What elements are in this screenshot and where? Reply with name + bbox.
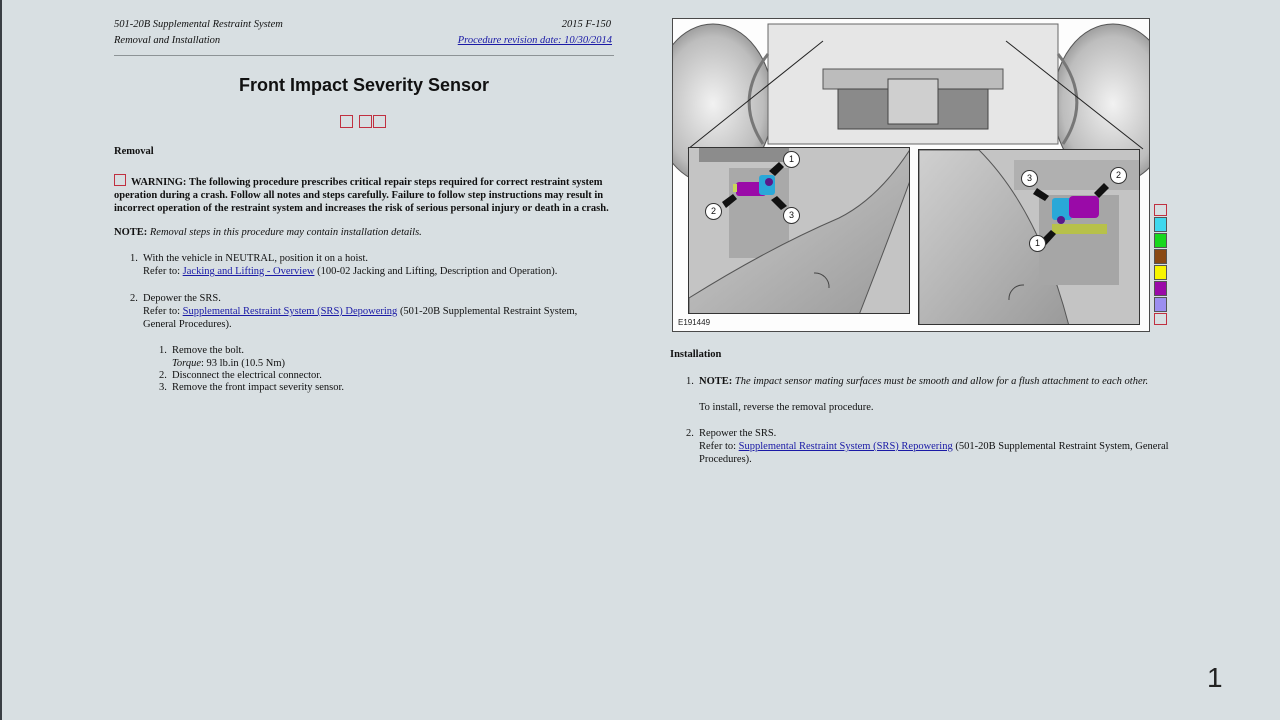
- refer-suffix: (501-20B Supplemental Restraint System, General Procedures).: [143, 306, 578, 330]
- callout-2: 2: [705, 203, 722, 220]
- step-text: To install, reverse the removal procedure.: [699, 402, 874, 413]
- removal-step-2: 2. Depower the SRS. Refer to: Supplemental Restraint System (SRS) Depowering (501-20B Supplemental Restraint System, General Procedures).: [143, 292, 613, 331]
- srs-depowering-link[interactable]: Supplemental Restraint System (SRS) Depowering: [182, 306, 398, 317]
- torque-label: Torque: [172, 358, 201, 369]
- swatch-cyan: [1154, 217, 1167, 232]
- procedure-type: Removal and Installation: [114, 35, 221, 46]
- warning-text: WARNING: The following procedure prescribes critical repair steps required for correct restraint system operation during a crash. Follow all notes and steps carefully. Failure to follow step instructions may result in incorrect operation of the restraint system and increases the risk of serious personal injury or death in a crash.: [114, 177, 609, 214]
- revision-date-link[interactable]: Procedure revision date: 10/30/2014: [457, 35, 612, 46]
- swatch-brown: [1154, 249, 1167, 264]
- warning-icon: [114, 174, 126, 186]
- note-label: NOTE:: [114, 227, 148, 238]
- broken-image-icon: [1154, 313, 1167, 325]
- right-detail-inset: [918, 149, 1140, 325]
- broken-image-icon: [1154, 204, 1167, 216]
- color-legend: [1154, 204, 1167, 326]
- step-text: Depower the SRS.: [143, 293, 221, 304]
- removal-step-1: 1. With the vehicle in NEUTRAL, position it on a hoist. Refer to: Jacking and Lifting - Overview (100-02 Jacking and Lifting, Description and Operation).: [143, 252, 613, 278]
- substep-text: Remove the bolt.: [172, 345, 245, 356]
- swatch-lavender: [1154, 297, 1167, 312]
- note-text: The impact sensor mating surfaces must be smooth and allow for a flush attachment to each other.: [734, 376, 1149, 387]
- swatch-green: [1154, 233, 1167, 248]
- jacking-lifting-link[interactable]: Jacking and Lifting - Overview: [182, 266, 315, 277]
- torque-value: : 93 lb.in (10.5 Nm): [200, 358, 285, 369]
- left-detail-inset: [688, 147, 910, 314]
- installation-heading: Installation: [670, 349, 722, 360]
- note-text: Removal steps in this procedure may contain installation details.: [149, 227, 422, 238]
- callout-1: 1: [1029, 235, 1046, 252]
- broken-image-icon: [359, 115, 372, 128]
- substep-2: 2. Disconnect the electrical connector.: [172, 369, 572, 382]
- refer-prefix: Refer to:: [699, 441, 737, 452]
- callout-1: 1: [783, 151, 800, 168]
- removal-note: [114, 226, 614, 239]
- page-number: 1: [1207, 662, 1223, 693]
- substep-1: 1. Remove the bolt. Torque: 93 lb.in (10.5 Nm): [172, 344, 572, 370]
- callout-3: 3: [1021, 170, 1038, 187]
- note-label: NOTE:: [699, 376, 733, 387]
- swatch-yellow: [1154, 265, 1167, 280]
- broken-image-icon: [340, 115, 353, 128]
- manual-section: 501-20B Supplemental Restraint System: [114, 19, 283, 30]
- srs-repowering-link[interactable]: Supplemental Restraint System (SRS) Repowering: [738, 441, 953, 452]
- substep-3: 3. Remove the front impact severity sensor.: [172, 381, 572, 394]
- callout-3: 3: [783, 207, 800, 224]
- page-title: Front Impact Severity Sensor: [238, 75, 490, 95]
- installation-step-1: 1. NOTE: The impact sensor mating surfaces must be smooth and allow for a flush attachment to each other. To install, reverse the removal procedure.: [699, 375, 1169, 414]
- refer-suffix: (100-02 Jacking and Lifting, Description and Operation).: [317, 266, 558, 277]
- header-divider: [114, 55, 614, 56]
- refer-prefix: Refer to:: [143, 306, 181, 317]
- broken-image-icon: [373, 115, 386, 128]
- step-text: Repower the SRS.: [699, 428, 777, 439]
- removal-heading: Removal: [114, 146, 154, 157]
- refer-suffix: (501-20B Supplemental Restraint System, General Procedures).: [699, 441, 1169, 465]
- vehicle-model: 2015 F-150: [561, 19, 611, 30]
- step-text: With the vehicle in NEUTRAL, position it on a hoist.: [143, 253, 369, 264]
- callout-2: 2: [1110, 167, 1127, 184]
- refer-prefix: Refer to:: [143, 266, 181, 277]
- swatch-purple: [1154, 281, 1167, 296]
- sensor-location-illustration: [672, 18, 1150, 332]
- warning-block: [114, 174, 614, 215]
- installation-step-2: 2. Repower the SRS. Refer to: Supplemental Restraint System (SRS) Repowering (501-20B Supplemental Restraint System, General Procedures).: [686, 428, 1169, 465]
- substep-text: Disconnect the electrical connector.: [172, 370, 322, 381]
- missing-image-icons: [340, 115, 387, 128]
- substep-text: Remove the front impact severity sensor.: [172, 382, 345, 393]
- figure-id-label: E191449: [678, 318, 711, 327]
- left-sensor-detail-drawing: [689, 148, 910, 314]
